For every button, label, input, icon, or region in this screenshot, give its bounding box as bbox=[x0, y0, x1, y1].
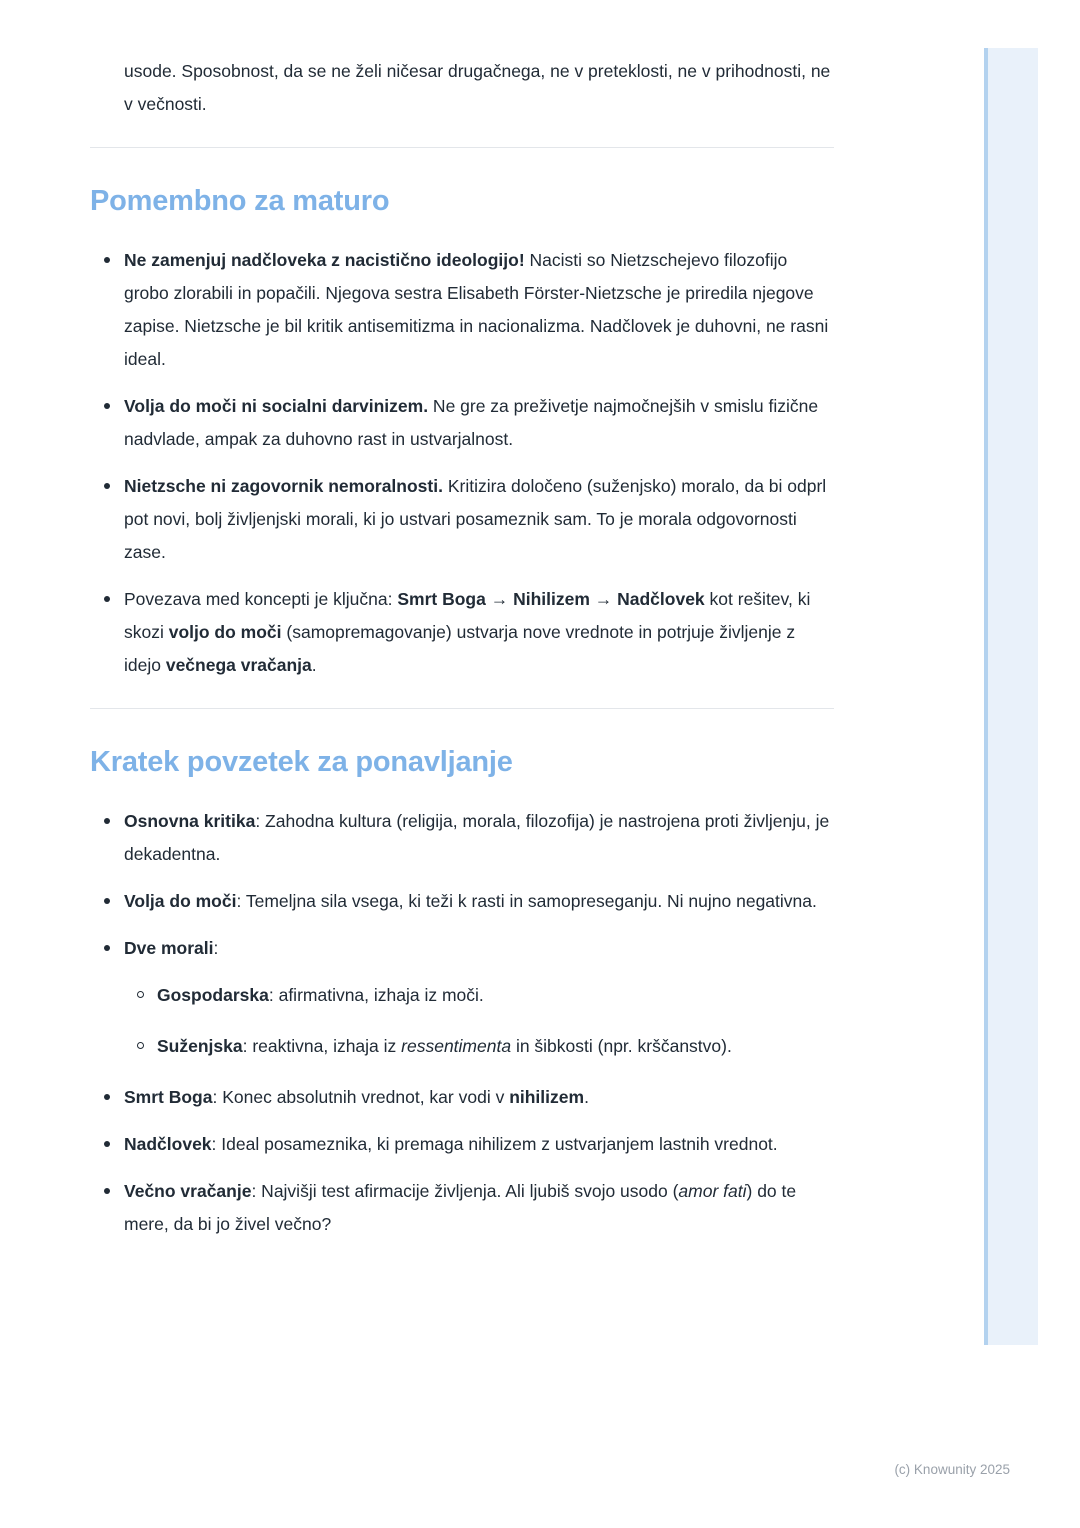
plain-text: : Najvišji test afirmacije življenja. Ali ljubiš svojo usodo ( bbox=[251, 1181, 679, 1201]
list-item-body bbox=[157, 979, 834, 1012]
bold-text: večnega vračanja bbox=[165, 655, 312, 675]
page-side-strip bbox=[984, 48, 1038, 1345]
list-item-text bbox=[124, 390, 834, 456]
italic-text: amor fati bbox=[678, 1181, 747, 1201]
italic-text: ressentimenta bbox=[401, 1036, 512, 1056]
sub-bullet-list bbox=[124, 979, 834, 1063]
plain-text: : Temeljna sila vsega, ki teži k rasti in samopreseganju. Ni nujno negativna. bbox=[236, 891, 817, 911]
list-item-text bbox=[157, 979, 834, 1012]
list-item bbox=[90, 1081, 834, 1114]
list-item bbox=[90, 1128, 834, 1161]
bullet-marker-column bbox=[124, 979, 157, 1012]
bullet-marker-column bbox=[90, 1081, 124, 1114]
copyright-notice: (c) Knowunity 2025 bbox=[894, 1462, 1010, 1477]
bullet-marker-icon bbox=[104, 596, 110, 602]
bullet-marker-column bbox=[90, 932, 124, 1067]
list-item-text bbox=[157, 1030, 834, 1063]
list-item-body bbox=[124, 1175, 834, 1241]
plain-text: (samopremagovanje) ustvarja nove vrednote in potrjuje življenje z idejo bbox=[124, 622, 796, 675]
plain-text: : Zahodna kultura (religija, morala, filozofija) je nastrojena proti življenju, je dekadentna. bbox=[124, 811, 830, 864]
section-divider bbox=[90, 147, 834, 148]
list-item-body bbox=[124, 885, 834, 918]
bold-text: nihilizem bbox=[509, 1087, 585, 1107]
plain-text: Kritizira določeno (suženjsko) moralo, da bi odprl pot novi, bolj življenjski morali, ki jo ustvari posameznik sam. To je morala odgovornosti zase. bbox=[124, 476, 827, 562]
bold-text: Nadčlovek bbox=[124, 1134, 212, 1154]
list-item bbox=[90, 1175, 834, 1241]
section-divider bbox=[90, 708, 834, 709]
list-item-body bbox=[124, 244, 834, 376]
list-item-body bbox=[124, 932, 834, 1067]
bullet-marker-column bbox=[90, 805, 124, 871]
list-item bbox=[90, 470, 834, 569]
plain-text: : Ideal posameznika, ki premaga nihilizem z ustvarjanjem lastnih vrednot. bbox=[211, 1134, 778, 1154]
section-title: Pomembno za maturo bbox=[90, 185, 390, 217]
section bbox=[90, 147, 834, 682]
list-item-body bbox=[124, 1081, 834, 1114]
plain-text: Ne gre za preživetje najmočnejših v smislu fizične nadvlade, ampak za duhovno rast in ustvarjalnost. bbox=[124, 396, 819, 449]
list-item bbox=[90, 885, 834, 918]
section-title: Kratek povzetek za ponavljanje bbox=[90, 746, 513, 778]
plain-text: . bbox=[584, 1087, 589, 1107]
bullet-marker-icon bbox=[104, 945, 110, 951]
list-item bbox=[90, 932, 834, 1067]
bold-text: voljo do moči bbox=[168, 622, 282, 642]
plain-text: . bbox=[311, 655, 317, 675]
bullet-marker-column bbox=[90, 390, 124, 456]
bullet-marker-icon bbox=[104, 257, 110, 263]
list-item-body bbox=[124, 805, 834, 871]
bullet-marker-column bbox=[90, 583, 124, 682]
bullet-marker-column bbox=[90, 1128, 124, 1161]
bullet-marker-icon bbox=[104, 483, 110, 489]
plain-text: Povezava med koncepti je ključna: bbox=[124, 589, 398, 609]
bold-text: Ne zamenjuj nadčloveka z nacistično ideologijo! bbox=[124, 250, 525, 270]
bullet-marker-icon bbox=[104, 403, 110, 409]
plain-text: : Konec absolutnih vrednot, kar vodi v bbox=[212, 1087, 510, 1107]
list-item-body bbox=[157, 1030, 834, 1063]
list-item-text bbox=[124, 470, 834, 569]
list-item-text bbox=[124, 244, 834, 376]
bold-text: Nadčlovek bbox=[617, 589, 705, 609]
plain-text: kot rešitev, ki skozi bbox=[124, 589, 811, 642]
list-item-text bbox=[124, 885, 834, 918]
bullet-marker-column bbox=[90, 1175, 124, 1241]
hollow-bullet-marker-icon bbox=[137, 991, 144, 998]
plain-text: ) do te mere, da bi jo živel večno? bbox=[124, 1181, 797, 1234]
hollow-bullet-marker-icon bbox=[137, 1042, 144, 1049]
bullet-marker-column bbox=[90, 885, 124, 918]
list-item-text bbox=[124, 583, 834, 682]
plain-text: : bbox=[213, 938, 219, 958]
list-item-body bbox=[124, 470, 834, 569]
list-item-body bbox=[124, 390, 834, 456]
list-item-text bbox=[124, 1081, 834, 1114]
list-item-text bbox=[124, 805, 834, 871]
bullet-marker-icon bbox=[104, 1188, 110, 1194]
bullet-marker-icon bbox=[104, 898, 110, 904]
bullet-marker-column bbox=[124, 1030, 157, 1063]
plain-text: Nacisti so Nietzschejevo filozofijo grobo zlorabili in popačili. Njegova sestra Elisabeth Förster-Nietzsche je priredila njegove zapise. Nietzsche je bil kritik antisemitizma in nacionalizma. Nadčlovek je duhovni, ne rasni ideal. bbox=[124, 250, 829, 369]
sub-list-item bbox=[124, 1030, 834, 1063]
bold-text: Smrt Boga bbox=[124, 1087, 213, 1107]
list-item-body bbox=[124, 583, 834, 682]
list-item bbox=[90, 805, 834, 871]
bullet-marker-icon bbox=[104, 1141, 110, 1147]
bullet-marker-icon bbox=[104, 818, 110, 824]
bullet-list bbox=[90, 805, 834, 1241]
intro-paragraph: usode. Sposobnost, da se ne želi ničesar drugačnega, ne v preteklosti, ne v prihodnosti, ne v večnosti. bbox=[124, 61, 831, 114]
sub-list-item bbox=[124, 979, 834, 1012]
plain-text: → bbox=[589, 589, 618, 609]
list-item-text bbox=[124, 1175, 834, 1241]
plain-text: : afirmativna, izhaja iz moči. bbox=[268, 985, 484, 1005]
bold-text: Nietzsche ni zagovornik nemoralnosti. bbox=[124, 476, 443, 496]
bullet-marker-icon bbox=[104, 1094, 110, 1100]
bold-text: Gospodarska bbox=[157, 985, 269, 1005]
list-item-text bbox=[124, 932, 834, 965]
bold-text: Volja do moči ni socialni darvinizem. bbox=[124, 396, 429, 416]
list-item-text bbox=[124, 1128, 834, 1161]
section bbox=[90, 708, 834, 1241]
list-item bbox=[90, 583, 834, 682]
sections bbox=[90, 147, 834, 1241]
bold-text: Osnovna kritika bbox=[124, 811, 256, 831]
list-item bbox=[90, 390, 834, 456]
list-item bbox=[90, 244, 834, 376]
bold-text: Suženjska bbox=[157, 1036, 243, 1056]
bold-text: Večno vračanje bbox=[124, 1181, 252, 1201]
bullet-list bbox=[90, 244, 834, 682]
plain-text: in šibkosti (npr. krščanstvo). bbox=[511, 1036, 732, 1056]
bullet-marker-column bbox=[90, 244, 124, 376]
plain-text: → bbox=[485, 589, 514, 609]
bold-text: Smrt Boga bbox=[397, 589, 486, 609]
plain-text: : reaktivna, izhaja iz bbox=[242, 1036, 402, 1056]
bold-text: Dve morali bbox=[124, 938, 214, 958]
bold-text: Volja do moči bbox=[124, 891, 237, 911]
document-content bbox=[90, 0, 834, 1241]
bold-text: Nihilizem bbox=[513, 589, 590, 609]
list-item-body bbox=[124, 1128, 834, 1161]
bullet-marker-column bbox=[90, 470, 124, 569]
